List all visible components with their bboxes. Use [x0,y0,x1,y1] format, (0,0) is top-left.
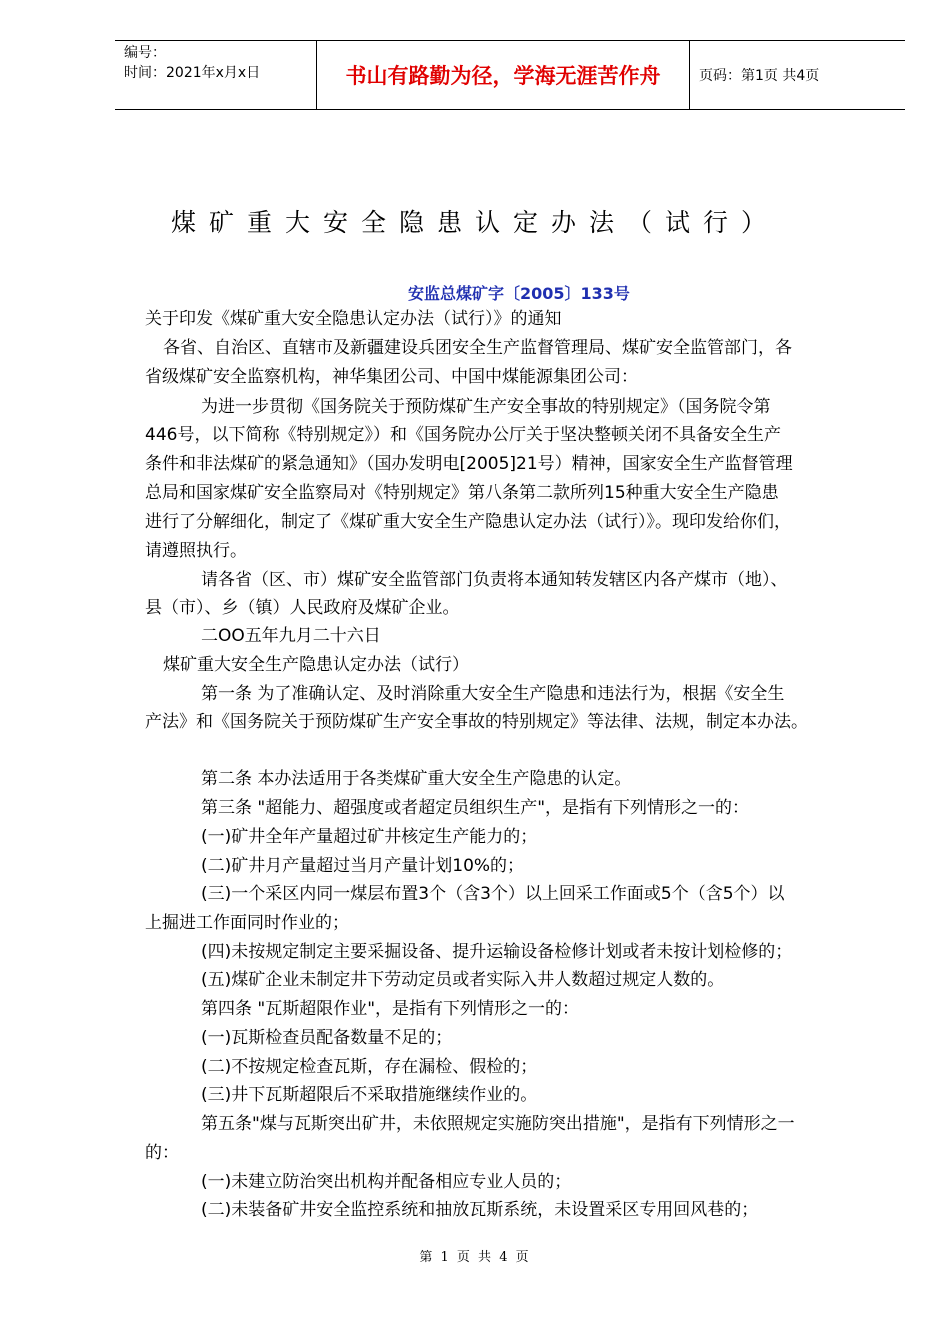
body-line: (三)井下瓦斯超限后不采取措施继续作业的。 [201,1085,538,1105]
body-line: 请遵照执行。 [145,541,247,561]
body-line: 的： [145,1143,179,1163]
body-line: 第四条 "瓦斯超限作业"，是指有下列情形之一的： [201,999,580,1019]
body-line: 条件和非法煤矿的紧急通知》（国办发明电[2005]21号）精神，国家安全生产监督管理 [145,454,793,474]
number-label: 编号： [124,45,166,61]
body-line: 进行了分解细化，制定了《煤矿重大安全生产隐患认定办法（试行）》。现印发给你们， [145,512,791,532]
body-line: 产法》和《国务院关于预防煤矿生产安全事故的特别规定》等法律、法规，制定本办法。 [145,712,808,732]
body-line: 446号，以下简称《特别规定》）和《国务院办公厅关于坚决整顿关闭不具备安全生产 [145,425,781,445]
time-label: 时间：2021年x月x日 [124,65,261,81]
body-line: 第二条 本办法适用于各类煤矿重大安全生产隐患的认定。 [201,769,632,789]
body-line: 上掘进工作面同时作业的； [145,913,349,933]
document-number: 安监总煤矿字〔2005〕133号 [408,284,630,303]
body-line: 关于印发《煤矿重大安全隐患认定办法（试行）》的通知 [145,309,562,329]
document-title: 煤矿重大安全隐患认定办法（试行） [170,208,779,237]
body-line: 第三条 "超能力、超强度或者超定员组织生产"，是指有下列情形之一的： [201,798,750,818]
body-line: 第一条 为了准确认定、及时消除重大安全生产隐患和违法行为，根据《安全生 [201,684,785,704]
header-table [115,40,905,110]
body-line: 县（市）、乡（镇）人民政府及煤矿企业。 [145,598,460,618]
body-line: 第五条"煤与瓦斯突出矿井，未依照规定实施防突出措施"，是指有下列情形之一 [201,1114,795,1134]
body-line: 请各省（区、市）煤矿安全监管部门负责将本通知转发辖区内各产煤市（地）、 [201,570,788,590]
body-line: (五)煤矿企业未制定井下劳动定员或者实际入井人数超过规定人数的。 [201,970,725,990]
body-line: 煤矿重大安全生产隐患认定办法（试行） [163,655,469,675]
body-line: (二)未装备矿井安全监控系统和抽放瓦斯系统，未设置采区专用回风巷的； [201,1200,759,1220]
body-line: (四)未按规定制定主要采掘设备、提升运输设备检修计划或者未按计划检修的； [201,942,793,962]
body-line: (一)瓦斯检查员配备数量不足的； [201,1028,453,1048]
header-motto: 书山有路勤为径，学海无涯苦作舟 [316,41,690,109]
page-footer: 第 1 页 共 4 页 [419,1250,531,1265]
body-line: 省级煤矿安全监察机构，神华集团公司、中国中煤能源集团公司： [145,367,638,387]
header-left-cell [115,41,316,109]
header-page-info: 页码：第1页 共4页 [699,68,820,84]
body-line: (三)一个采区内同一煤层布置3个（含3个）以上回采工作面或5个（含5个）以 [201,884,785,904]
body-line: 总局和国家煤矿安全监察局对《特别规定》第八条第二款所列15种重大安全生产隐患 [145,483,779,503]
body-line: 各省、自治区、直辖市及新疆建设兵团安全生产监督管理局、煤矿安全监管部门，各 [163,338,792,358]
body-line: (二)矿井月产量超过当月产量计划10%的； [201,856,525,876]
body-line: (二)不按规定检查瓦斯，存在漏检、假检的； [201,1057,538,1077]
body-line: (一)未建立防治突出机构并配备相应专业人员的； [201,1172,572,1192]
body-line: 为进一步贯彻《国务院关于预防煤矿生产安全事故的特别规定》（国务院令第 [201,397,771,417]
body-line: (一)矿井全年产量超过矿井核定生产能力的； [201,827,538,847]
body-line: 二OO五年九月二十六日 [201,626,381,646]
